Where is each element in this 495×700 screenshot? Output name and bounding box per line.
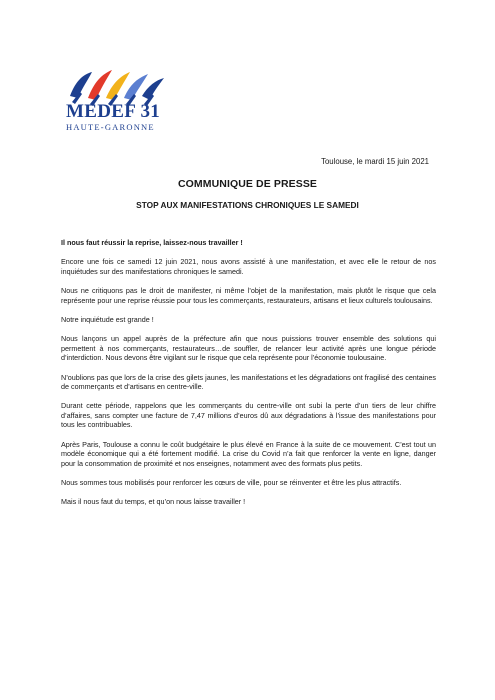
logo-figures-graphic [66,66,176,106]
paragraph: N’oublions pas que lors de la crise des gilets jaunes, les manifestations et les dégradations ont fragilisé des centaines de commerçants et d’artisans en centre-ville. [61,372,436,392]
document-body [61,238,436,517]
paragraph: Nous ne critiquons pas le droit de manifester, ni même l’objet de la manifestation, mais plutôt le risque que cela représente pour une reprise réussie pour tous les commerçants, restaurateurs, artisans et lieux culturels toulousains. [61,286,436,305]
brand-block [66,102,186,132]
lead-paragraph: Il nous faut réussir la reprise, laissez-nous travailler ! [61,238,243,247]
paragraph: Notre inquiétude est grande ! [61,315,154,325]
paragraph: Durant cette période, rappelons que les commerçants du centre-ville ont subi la perte d’un tiers de leur chiffre d’affaires, sans compter une facture de 7,47 millions d’euros dû aux dégradations à l’issue des manifestations pour tous les contribuables. [61,401,436,430]
paragraph: Nous lançons un appel auprès de la préfecture afin que nous puissions trouver ensemble des solutions qui permettent à nos commerçants, restaurateurs…de souffler, de relancer leur activité après une longue période d’interdiction. Nous devons être vigilant sur le risque que cela représente pour l’économie toulousaine. [61,334,436,363]
brand-name: MEDEF 31 [66,101,161,122]
dateline: Toulouse, le mardi 15 juin 2021 [321,157,429,166]
paragraph: Mais il nous faut du temps, et qu’on nous laisse travailler ! [61,497,246,507]
document-subtitle: STOP AUX MANIFESTATIONS CHRONIQUES LE SAMEDI [136,200,359,210]
paragraph: Encore une fois ce samedi 12 juin 2021, nous avons assisté à une manifestation, et avec elle le retour de nos inquiétudes sur des manifestations chroniques le samedi. [61,257,436,276]
brand-subtitle: HAUTE-GARONNE [66,122,155,132]
paragraph: Nous sommes tous mobilisés pour renforcer les cœurs de ville, pour se réinventer et être les plus attractifs. [61,477,402,487]
paragraph: Après Paris, Toulouse a connu le coût budgétaire le plus élevé en France à la suite de ce mouvement. C’est tout un modèle économique qui a été fortement modifié. La crise du Covid n’a fait que renforcer la vente en ligne, danger pour la consommation de proximité et nos enseignes, notamment avec des formats plus petits. [61,439,436,468]
document-title: COMMUNIQUE DE PRESSE [177,178,318,190]
